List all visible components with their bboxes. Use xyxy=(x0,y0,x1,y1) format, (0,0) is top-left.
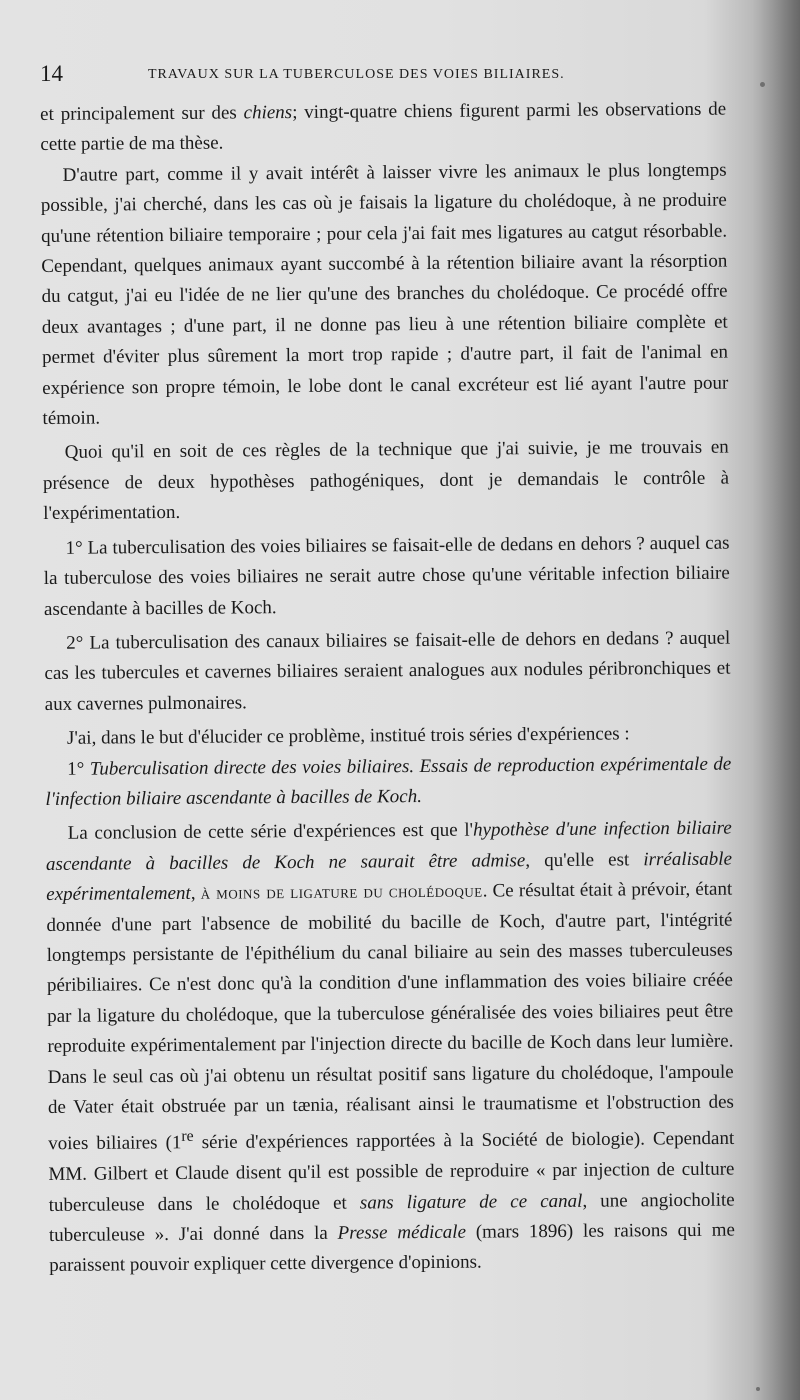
page-number: 14 xyxy=(40,61,63,86)
text-run: et principalement sur des xyxy=(40,102,244,125)
page-header xyxy=(40,60,740,88)
paragraph-6: J'ai, dans le but d'élucider ce problème, institué trois séries d'expériences : xyxy=(66,723,630,749)
text-run: , une angiocholite tuberculeuse ». J'ai donné dans la xyxy=(48,1189,735,1246)
text-run: , qu'elle est xyxy=(525,849,644,871)
text-run: 1 xyxy=(171,1132,182,1154)
text-run-italic: Presse médicale xyxy=(337,1221,467,1244)
text-run: . Ce résultat était à prévoir, étant donnée d'une part l'absence de mobilité du bacille de Koch, d'autre part, l'intégrité longtemps persistante de l'épithélium du canal biliaire au sein des masses tuberculeuses péribiliaires. Ce n'est donc qu'à la condition d'une inflammation des voies biliaire créée par la ligature du cholédoque, que la tuberculose généralisée des voies biliaires peut être reproduite expérimentalement par l'injection directe du bacille de Koch dans leur lumière. Dans le seul cas où j'ai obtenu un résultat positif sans ligature du cholédoque, l'ampoule de Vater était obstruée par un tænia, réalisant ainsi le traumatisme et l'obstruction des voies biliaires ( xyxy=(46,878,734,1155)
text-run-small-caps: à moins de ligature du cholédoque xyxy=(200,880,483,904)
page-edge-shadow xyxy=(752,0,800,1400)
paragraph-3: Quoi qu'il en soit de ces règles de la technique que j'ai suivie, je me trouvais en présence de deux hypothèses pathogéniques, dont je demandais le contrôle à l'expérimentation. xyxy=(42,437,730,525)
paragraph-2: D'autre part, comme il y avait intérêt à laisser vivre les animaux le plus longtemps possible, j'ai cherché, dans les cas où je faisais la ligature du cholédoque, à ne produire qu'une rétention biliaire temporaire ; pour cela j'ai fait mes ligatures au catgut résorbable. Cependant, quelques animaux ayant succombé à la rétention biliaire avant la résorption du catgut, j'ai eu l'idée de ne lier qu'une des branches du cholédoque. Ce procédé offre deux avantages ; d'une part, il ne donne pas lieu à une rétention biliaire complète et permet d'éviter plus sûrement la mort trop rapide ; d'autre part, il fait de l'animal en expérience son propre témoin, le lobe dont le canal excréteur est lié ayant l'autre pour témoin. xyxy=(40,159,729,430)
body-text xyxy=(40,95,735,1282)
text-run: , xyxy=(190,882,201,904)
running-head: TRAVAUX SUR LA TUBERCULOSE DES VOIES BILIAIRES. xyxy=(148,67,565,82)
paragraph-5: 2° La tuberculisation des canaux biliaires se faisait-elle de dehors en dedans ? auquel cas les tubercules et cavernes biliaires seraient analogues aux nodules péribronchiques et aux cavernes pulmonaires. xyxy=(44,627,731,715)
text-run-italic: Tuberculisation directe des voies biliaires. Essais de reproduction expérimentale de l'infection biliaire ascendante à bacilles de Koch. xyxy=(45,753,732,810)
text-run: série d'expériences rapportées à la Société de biologie). Cependant MM. Gilbert et Claude disent qu'il est possible de reproduire « par injection de culture tuberculeuse dans le cholédoque et xyxy=(48,1128,735,1216)
text-run: (mars 1896) les raisons qui me paraissent pouvoir expliquer cette divergence d'opinions. xyxy=(49,1219,735,1277)
text-run: La conclusion de cette série d'expériences est que l' xyxy=(67,819,474,845)
paragraph-1 xyxy=(40,95,726,161)
paragraph-7 xyxy=(45,749,731,815)
text-run-italic: irréalisable expérimentalement xyxy=(46,848,733,906)
scan-speck xyxy=(756,1387,760,1391)
text-run: ; vingt-quatre chiens figurent parmi les observations de cette partie de ma thèse. xyxy=(40,98,727,156)
superscript: re xyxy=(181,1128,194,1146)
text-run-italic: hypothèse d'une infection biliaire ascendante à bacilles de Koch ne saurait être admise xyxy=(45,817,732,875)
scan-speck xyxy=(760,82,765,87)
text-run-italic: sans ligature de ce canal xyxy=(359,1190,583,1214)
paragraph-8 xyxy=(46,814,736,1282)
text-run: 1° xyxy=(67,758,90,780)
text-run-italic: chiens xyxy=(243,102,293,124)
paragraph-4: 1° La tuberculisation des voies biliaires se faisait-elle de dedans en dehors ? auquel cas la tuberculose des voies biliaires ne serait autre chose qu'une véritable infection biliaire ascendante à bacilles de Koch. xyxy=(43,532,730,620)
